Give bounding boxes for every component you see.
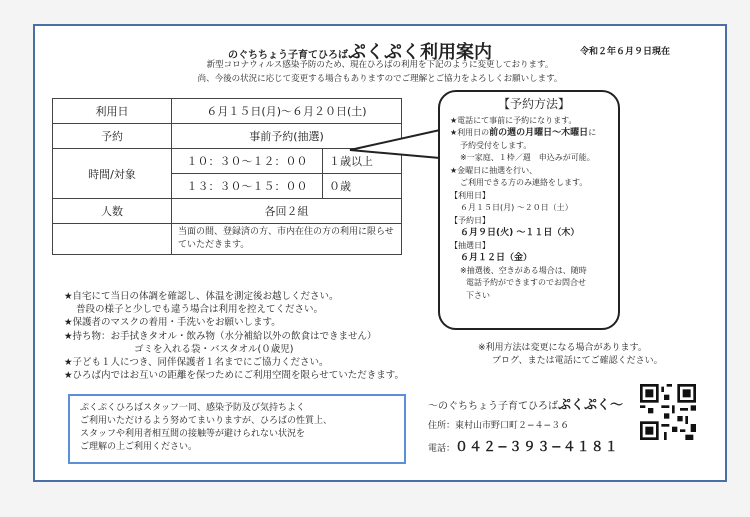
target-1: １歳以上 xyxy=(323,149,402,174)
date-value: ６月１５日(月)〜６月２０日(土) xyxy=(172,99,402,124)
reserve-label: 予約 xyxy=(53,124,172,149)
restriction-note: 当面の間、登録済の方、市内在住の方の利用に限らせていただきます。 xyxy=(172,224,402,255)
org-address: 住所：東村山市野口町２−４−３６ xyxy=(428,421,570,431)
phone-number: ０４２−３９３−４１８１ xyxy=(455,440,619,455)
reservation-bubble xyxy=(438,90,620,330)
staff-line: ぷくぷくひろばスタッフ一同、感染予防及び気持ちよく xyxy=(80,403,306,413)
rule-item: 普段の様子と少しでも違う場合は利用を控えてください。 xyxy=(76,304,324,316)
lottery-day: ６月１２日（金） xyxy=(460,253,533,263)
org-name xyxy=(428,394,623,413)
rules-list xyxy=(64,290,404,382)
time-label: 時間/対象 xyxy=(53,149,172,199)
bubble-text: に xyxy=(588,128,597,137)
bubble-text: ★利用日の xyxy=(450,128,490,137)
bubble-line: ★電話にて事前に予約になります。 xyxy=(450,115,577,125)
method-note-line: ※利用方法は変更になる場合があります。 xyxy=(478,343,647,353)
bubble-line: 電話予約ができますのでお問合せ xyxy=(466,278,586,287)
notice-line: 尚、今後の状況に応じて変更する場合もありますのでご理解とご協力をよろしくお願いします。 xyxy=(197,74,563,84)
target-2: ０歳 xyxy=(323,174,402,199)
bubble-line: ご利用できる方のみ連絡をします。 xyxy=(460,178,588,187)
staff-line: スタッフや利用者相互間の接触等が避けられない状況を xyxy=(80,429,306,439)
org-brand: ぷくぷく〜 xyxy=(558,398,624,413)
title-prefix: のぐちちょう子育てひろば xyxy=(228,50,348,61)
people-value: 各回２組 xyxy=(172,199,402,224)
bubble-heading: 【利用日】 xyxy=(450,190,490,200)
rule-item: ゴミを入れる袋・バスタオル(０歳児) xyxy=(134,343,294,355)
method-note xyxy=(478,342,663,368)
bubble-line: 下さい xyxy=(466,290,490,300)
rule-item: ★保護者のマスクの着用・手洗いをお願いします。 xyxy=(64,317,281,329)
bubble-line: ★金曜日に抽選を行い、 xyxy=(450,165,538,175)
bubble-line: ６月１５日(月) 〜２０日（土） xyxy=(460,203,573,212)
staff-line: ご理解の上ご利用ください。 xyxy=(80,442,198,452)
method-note-line: ブログ、または電話にてご確認ください。 xyxy=(492,356,663,366)
rule-item: ★ひろば内ではお互いの距離を保つためにご利用空間を限らせていただきます。 xyxy=(64,370,404,382)
staff-line: ご利用いただけるよう努めてまいりますが、ひろばの性質上、 xyxy=(80,416,333,426)
time-slot-2: １３：３０〜１５：００ xyxy=(172,174,323,199)
people-label: 人数 xyxy=(53,199,172,224)
org-phone xyxy=(428,436,619,455)
bubble-line xyxy=(450,127,618,140)
rule-item: ★子ども１人につき、同伴保護者１名までにご協力ください。 xyxy=(64,357,329,369)
bubble-heading: 【予約日】 xyxy=(450,215,490,225)
phone-label: 電話： xyxy=(428,444,456,454)
bubble-heading: 【抽選日】 xyxy=(450,240,490,250)
org-prefix: 〜のぐちちょう子育てひろば xyxy=(428,401,558,412)
reserve-value: 事前予約(抽選) xyxy=(172,124,402,149)
bubble-line: ※抽選後、空きがある場合は、随時 xyxy=(460,265,587,275)
rule-item: ★自宅にて当日の体調を確認し、体温を測定後お越しください。 xyxy=(64,291,339,302)
rule-item: ★持ち物：お手拭きタオル・飲み物（水分補給以外の飲食はできません） xyxy=(64,330,377,342)
issue-date: 令和２年６月９日現在 xyxy=(580,47,671,57)
bubble-emphasis: 前の週の月曜日〜木曜日 xyxy=(489,128,589,138)
reservation-days: ６月９日(火) 〜１１日（木） xyxy=(460,228,580,238)
title-main: ぷくぷく利用案内 xyxy=(348,42,492,63)
staff-message xyxy=(68,394,406,464)
bubble-line: ※一家庭、１枠／週 申込みが可能。 xyxy=(460,153,595,162)
notice-line: 新型コロナウィルス感染予防のため、現在ひろばの利用を下記のように変更しております。 xyxy=(206,60,554,70)
bubble-line: 予約受付をします。 xyxy=(460,140,532,150)
qr-code-icon[interactable] xyxy=(640,384,696,440)
reservation-title: 【予約方法】 xyxy=(497,97,570,111)
time-slot-1: １０：３０〜１２：００ xyxy=(172,149,323,174)
date-label: 利用日 xyxy=(53,99,172,124)
